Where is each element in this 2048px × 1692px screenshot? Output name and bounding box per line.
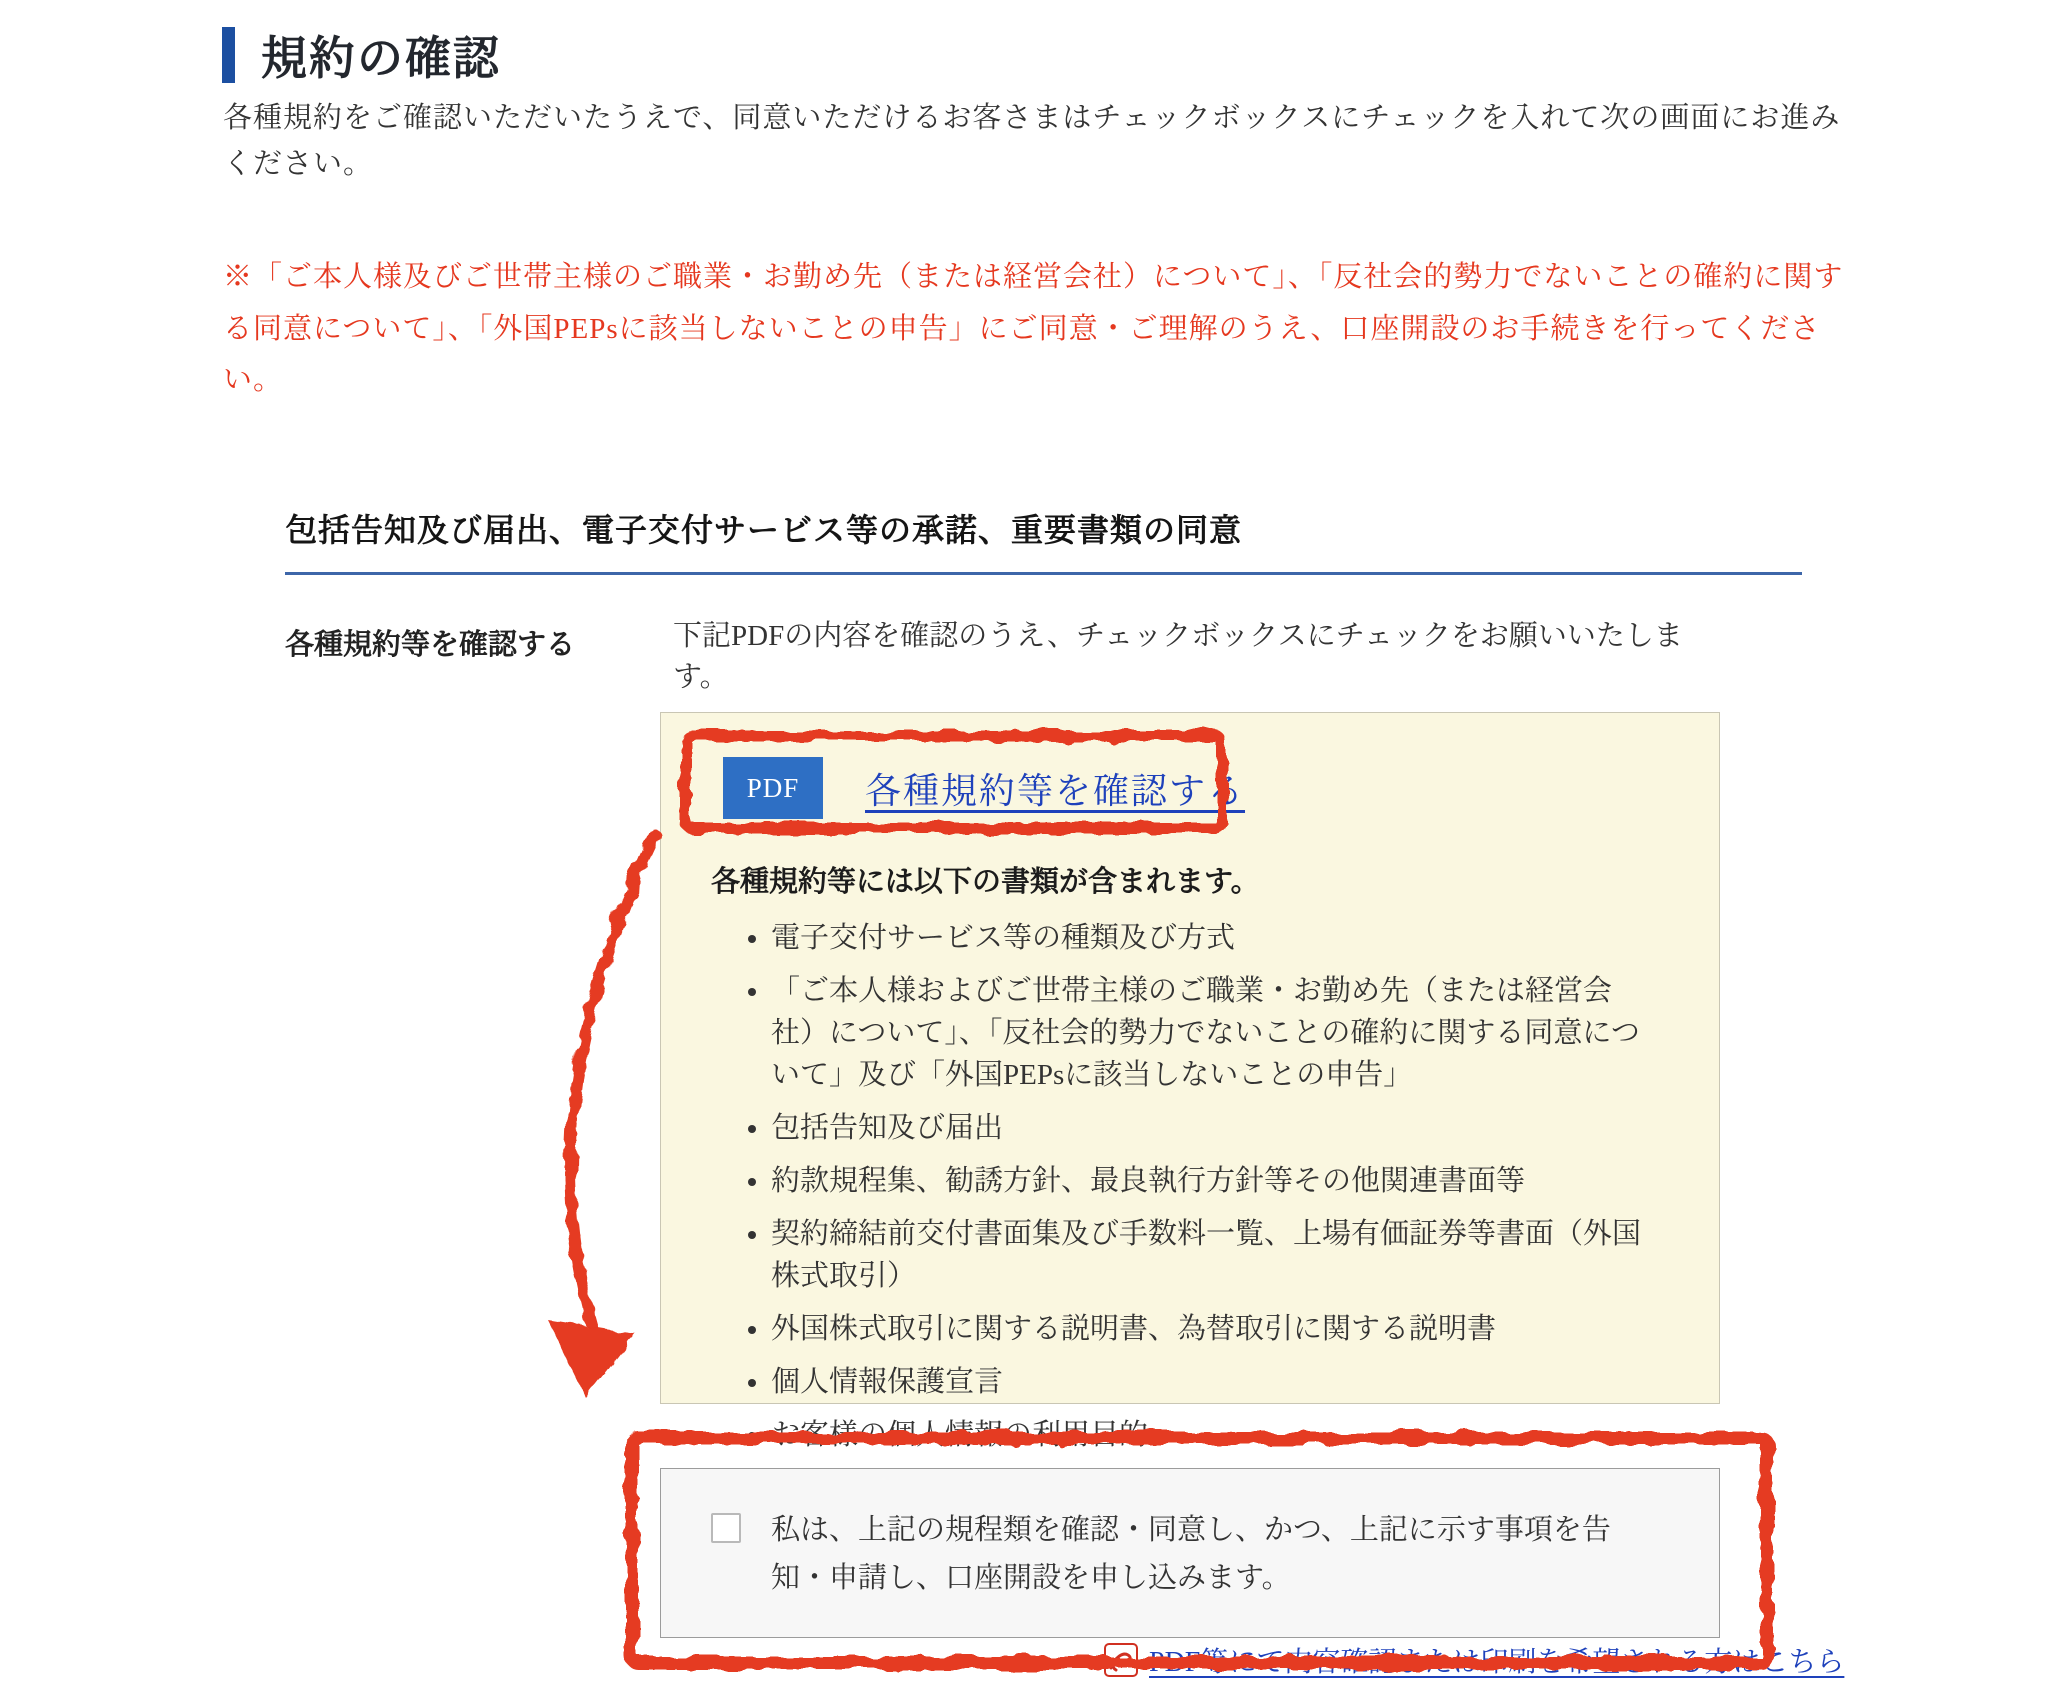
terms-note-box [660, 712, 1720, 1452]
confirm-terms-instruction: 下記PDFの内容を確認のうえ、チェックボックスにチェックをお願いいたします。 [673, 620, 1683, 693]
pdf-link-row [723, 757, 1245, 819]
document-list-item: • お客様の個人情報の利用目的 [771, 1414, 1653, 1456]
warning-text: ※「ご本人様及びご世帯主様のご職業・お勤め先（または経営会社）について」、「反社会的勢力でないことの確約に関する同意について」、「外国PEPsに該当しないことの申告」にご同意・ご理解のうえ、口座開設のお手続きを行ってください。 [223, 261, 1844, 397]
document-list-item: • 契約締結前交付書面集及び手数料一覧、上場有価証券等書面（外国株式取引） [771, 1213, 1653, 1297]
title-accent-bar [222, 27, 235, 83]
document-list-item: • 包括告知及び届出 [771, 1107, 1653, 1149]
confirm-terms-label: 各種規約等を確認する [285, 629, 576, 661]
pdf-acrobat-icon[interactable] [1103, 1642, 1139, 1678]
section-heading: 包括告知及び届出、電子交付サービス等の承諾、重要書類の同意 [285, 512, 1243, 548]
document-list-item: • 約款規程集、勧誘方針、最良執行方針等その他関連書面等 [771, 1160, 1653, 1202]
agreement-label: 私は、上記の規程類を確認・同意し、かつ、上記に示す事項を告知・申請し、口座開設を申し込みます。 [771, 1514, 1611, 1594]
agreement-row [661, 1469, 1719, 1603]
page-title-block [222, 22, 501, 88]
section-divider [285, 572, 1802, 575]
pdf-badge: PDF [723, 757, 823, 819]
documents-list [733, 917, 1653, 1468]
page-title: 規約の確認 [261, 33, 501, 84]
document-list-item: • 外国株式取引に関する説明書、為替取引に関する説明書 [771, 1308, 1653, 1350]
documents-list-intro: 各種規約等には以下の書類が含まれます。 [711, 866, 1260, 898]
agreement-checkbox[interactable] [711, 1513, 741, 1543]
document-list-item: • 個人情報保護宣言 [771, 1361, 1653, 1403]
intro-text: 各種規約をご確認いただいたうえで、同意いただけるお客さまはチェックボックスにチェックを入れて次の画面にお進みください。 [223, 102, 1841, 180]
print-pdf-link-text[interactable]: PDF等にて内容確認または印刷を希望される方はこちら [1149, 1647, 1845, 1678]
agreement-box [660, 1468, 1720, 1638]
print-pdf-link[interactable] [1103, 1640, 1844, 1680]
document-list-item: • 電子交付サービス等の種類及び方式 [771, 917, 1653, 959]
terms-pdf-link[interactable]: 各種規約等を確認する [865, 770, 1246, 811]
document-list-item: • 「ご本人様およびご世帯主様のご職業・お勤め先（または経営会社）について」、「反社会的勢力でないことの確約に関する同意について」及び「外国PEPsに該当しないことの申告」 [771, 970, 1653, 1096]
